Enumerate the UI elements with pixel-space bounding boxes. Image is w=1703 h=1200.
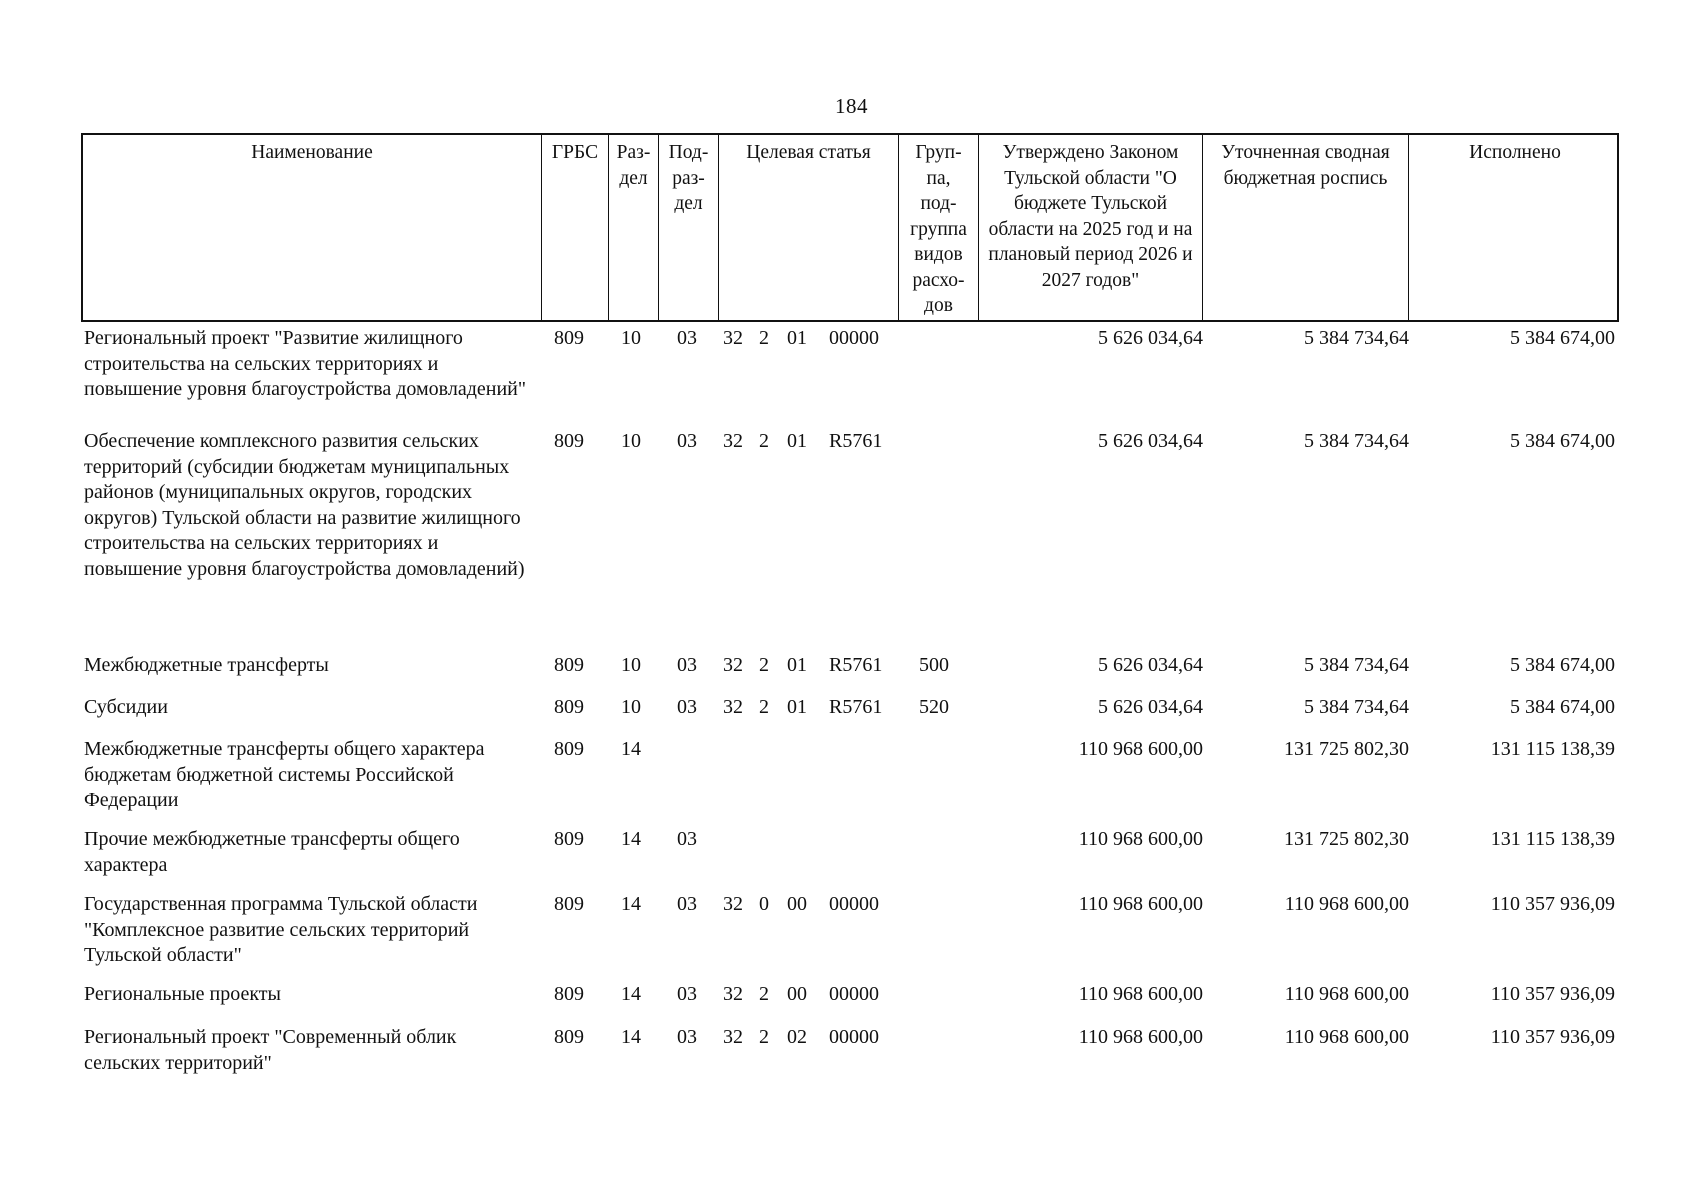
table-row	[81, 649, 1619, 691]
table-row	[81, 322, 1619, 425]
row-name: Региональный проект "Развитие жилищного строительства на сельских территориях и повышение уровня благоустройства домовладений"	[84, 327, 527, 400]
row-target-program: 32	[723, 430, 743, 452]
row-refined: 110 968 600,00	[1284, 983, 1409, 1005]
row-name: Субсидии	[84, 696, 168, 718]
header-grbs: ГРБС	[542, 135, 609, 320]
row-grbs: 809	[554, 893, 584, 915]
row-refined: 5 384 734,64	[1304, 654, 1409, 676]
row-name: Межбюджетные трансферты	[84, 654, 329, 676]
row-target-direction: R5761	[829, 696, 883, 718]
row-executed: 5 384 674,00	[1510, 430, 1615, 452]
row-approved: 110 968 600,00	[1078, 738, 1203, 760]
row-refined: 131 725 802,30	[1284, 828, 1409, 850]
row-executed: 110 357 936,09	[1490, 1026, 1615, 1048]
row-expense-group: 520	[919, 696, 949, 718]
table-row	[81, 425, 1619, 649]
row-razdel: 10	[621, 654, 641, 676]
row-target-type: 2	[759, 1026, 769, 1048]
row-grbs: 809	[554, 430, 584, 452]
row-approved: 110 968 600,00	[1078, 983, 1203, 1005]
row-podrazdel: 03	[677, 696, 697, 718]
header-target: Целевая статья	[719, 135, 899, 320]
row-target-element: 00	[787, 893, 807, 915]
row-grbs: 809	[554, 654, 584, 676]
row-target-program: 32	[723, 1026, 743, 1048]
row-razdel: 10	[621, 327, 641, 349]
row-razdel: 10	[621, 430, 641, 452]
row-target-type: 2	[759, 430, 769, 452]
row-target-type: 2	[759, 654, 769, 676]
row-refined: 5 384 734,64	[1304, 696, 1409, 718]
row-podrazdel: 03	[677, 654, 697, 676]
row-grbs: 809	[554, 828, 584, 850]
row-target-element: 02	[787, 1026, 807, 1048]
row-executed: 5 384 674,00	[1510, 696, 1615, 718]
row-grbs: 809	[554, 696, 584, 718]
row-target-element: 01	[787, 654, 807, 676]
row-expense-group: 500	[919, 654, 949, 676]
row-razdel: 14	[621, 1026, 641, 1048]
row-name: Прочие межбюджетные трансферты общего характера	[84, 828, 460, 876]
row-podrazdel: 03	[677, 893, 697, 915]
row-target-direction: 00000	[829, 893, 879, 915]
row-approved: 110 968 600,00	[1078, 1026, 1203, 1048]
table-row	[81, 978, 1619, 1021]
page-number: 184	[835, 94, 868, 118]
row-grbs: 809	[554, 327, 584, 349]
table-row	[81, 823, 1619, 888]
row-target-element: 01	[787, 430, 807, 452]
row-refined: 110 968 600,00	[1284, 893, 1409, 915]
header-group: Груп- па, под- группа видов расхо- дов	[899, 135, 979, 320]
row-name: Межбюджетные трансферты общего характера бюджетам бюджетной системы Российской Федерации	[84, 738, 485, 811]
row-executed: 5 384 674,00	[1510, 654, 1615, 676]
row-target-element: 01	[787, 327, 807, 349]
row-executed: 110 357 936,09	[1490, 893, 1615, 915]
row-target-direction: 00000	[829, 983, 879, 1005]
row-podrazdel: 03	[677, 828, 697, 850]
row-target-program: 32	[723, 654, 743, 676]
row-name: Региональные проекты	[84, 983, 281, 1005]
row-podrazdel: 03	[677, 1026, 697, 1048]
budget-table	[81, 133, 1619, 1081]
row-target-direction: 00000	[829, 327, 879, 349]
row-approved: 110 968 600,00	[1078, 893, 1203, 915]
row-executed: 131 115 138,39	[1490, 828, 1615, 850]
row-approved: 5 626 034,64	[1098, 430, 1203, 452]
row-target-program: 32	[723, 893, 743, 915]
row-refined: 110 968 600,00	[1284, 1026, 1409, 1048]
row-razdel: 14	[621, 893, 641, 915]
row-grbs: 809	[554, 1026, 584, 1048]
header-refined: Уточненная сводная бюджетная роспись	[1203, 135, 1409, 320]
row-target-type: 2	[759, 983, 769, 1005]
row-name: Обеспечение комплексного развития сельских территорий (субсидии бюджетам муниципальных районов (муниципальных округов, городских округов) Тульской области на развитие жилищного строительства на сельских территориях и повышение уровня благоустройства домовладений)	[84, 430, 525, 580]
row-approved: 5 626 034,64	[1098, 654, 1203, 676]
row-target-program: 32	[723, 696, 743, 718]
row-target-type: 2	[759, 696, 769, 718]
row-target-program: 32	[723, 327, 743, 349]
row-approved: 110 968 600,00	[1078, 828, 1203, 850]
row-approved: 5 626 034,64	[1098, 696, 1203, 718]
table-row	[81, 691, 1619, 733]
row-executed: 5 384 674,00	[1510, 327, 1615, 349]
table-row	[81, 733, 1619, 823]
row-target-type: 2	[759, 327, 769, 349]
row-target-direction: R5761	[829, 430, 883, 452]
header-podrazdel: Под- раз- дел	[659, 135, 719, 320]
row-target-type: 0	[759, 893, 769, 915]
row-name: Региональный проект "Современный облик сельских территорий"	[84, 1026, 457, 1074]
row-refined: 131 725 802,30	[1284, 738, 1409, 760]
table-row	[81, 1021, 1619, 1081]
row-target-element: 01	[787, 696, 807, 718]
row-podrazdel: 03	[677, 430, 697, 452]
row-razdel: 14	[621, 738, 641, 760]
table-header	[81, 133, 1619, 322]
header-razdel: Раз- дел	[609, 135, 659, 320]
row-target-element: 00	[787, 983, 807, 1005]
row-podrazdel: 03	[677, 983, 697, 1005]
row-razdel: 14	[621, 828, 641, 850]
row-target-direction: R5761	[829, 654, 883, 676]
row-grbs: 809	[554, 983, 584, 1005]
row-grbs: 809	[554, 738, 584, 760]
row-razdel: 14	[621, 983, 641, 1005]
row-podrazdel: 03	[677, 327, 697, 349]
row-razdel: 10	[621, 696, 641, 718]
row-refined: 5 384 734,64	[1304, 327, 1409, 349]
header-approved: Утверждено Законом Тульской области "О бюджете Тульской области на 2025 год и на плановый период 2026 и 2027 годов"	[979, 135, 1203, 320]
row-refined: 5 384 734,64	[1304, 430, 1409, 452]
header-name: Наименование	[83, 135, 542, 320]
table-row	[81, 888, 1619, 978]
row-name: Государственная программа Тульской области "Комплексное развитие сельских территорий Тульской области"	[84, 893, 478, 966]
row-approved: 5 626 034,64	[1098, 327, 1203, 349]
table-body	[81, 322, 1619, 1081]
row-executed: 110 357 936,09	[1490, 983, 1615, 1005]
row-target-direction: 00000	[829, 1026, 879, 1048]
row-target-program: 32	[723, 983, 743, 1005]
row-executed: 131 115 138,39	[1490, 738, 1615, 760]
header-executed: Исполнено	[1469, 142, 1561, 163]
